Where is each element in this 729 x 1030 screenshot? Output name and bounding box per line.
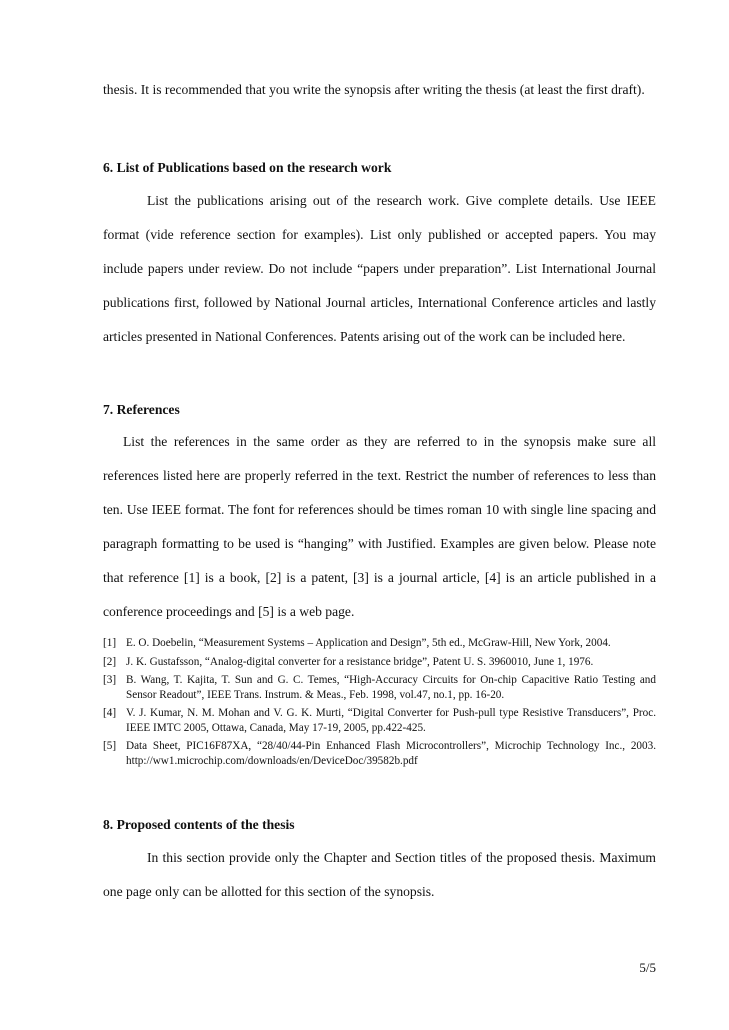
reference-item (103, 739, 656, 768)
reference-number: [4] (103, 707, 117, 719)
section-8-paragraph: In this section provide only the Chapter and Section titles of the proposed thesis. Maximum one page only can be allotted for this section of the synopsis. (103, 850, 656, 899)
reference-number: [2] (103, 655, 117, 668)
reference-text: B. Wang, T. Kajita, T. Sun and G. C. Temes, “High-Accuracy Circuits for On-chip Capacitive Ratio Testing and Sensor Readout”, IEEE Trans. Instrum. & Meas., Feb. 1998, vol.47, no.1, pp. 16-20. (126, 674, 656, 701)
page-number: 5/5 (639, 960, 656, 975)
reference-number: [3] (103, 674, 117, 686)
section-7-heading: 7. References (103, 402, 180, 417)
reference-text: V. J. Kumar, N. M. Mohan and V. G. K. Murti, “Digital Converter for Push-pull type Resistive Transducers”, Proc. IEEE IMTC 2005, Ottawa, Canada, May 17-19, 2005, pp.422-425. (126, 707, 656, 734)
reference-item (103, 673, 656, 702)
reference-list (103, 636, 656, 772)
reference-text: Data Sheet, PIC16F87XA, “28/40/44-Pin Enhanced Flash Microcontrollers”, Microchip Technology Inc., 2003. http://ww1.microchip.com/downloads/en/DeviceDoc/39582b.pdf (126, 740, 656, 767)
reference-number: [5] (103, 740, 117, 752)
reference-text: J. K. Gustafsson, “Analog-digital converter for a resistance bridge”, Patent U. S. 3960010, June 1, 1976. (126, 655, 594, 668)
reference-item (103, 706, 656, 735)
section-8-heading: 8. Proposed contents of the thesis (103, 817, 295, 832)
reference-item (103, 636, 656, 651)
reference-item (103, 655, 656, 670)
section-6-paragraph: List the publications arising out of the research work. Give complete details. Use IEEE format (vide reference section for examples). List only published or accepted papers. You may include papers under review. Do not include “papers under preparation”. List International Journal publications first, followed by National Journal articles, International Conference articles and lastly articles presented in National Conferences. Patents arising out of the work can be included here. (103, 193, 656, 344)
intro-paragraph: thesis. It is recommended that you write the synopsis after writing the thesis (at least the first draft). (103, 82, 645, 97)
reference-text: E. O. Doebelin, “Measurement Systems – Application and Design”, 5th ed., McGraw-Hill, New York, 2004. (126, 637, 611, 649)
section-6-heading: 6. List of Publications based on the research work (103, 160, 392, 175)
section-7-paragraph: List the references in the same order as they are referred to in the synopsis make sure all references listed here are properly referred in the text. Restrict the number of references to less than ten. Use IEEE format. The font for references should be times roman 10 with single line spacing and paragraph formatting to be used is “hanging” with Justified. Examples are given below. Please note that reference [1] is a book, [2] is a patent, [3] is a journal article, [4] is an article published in a conference proceedings and [5] is a web page. (103, 434, 656, 619)
reference-number: [1] (103, 637, 117, 649)
